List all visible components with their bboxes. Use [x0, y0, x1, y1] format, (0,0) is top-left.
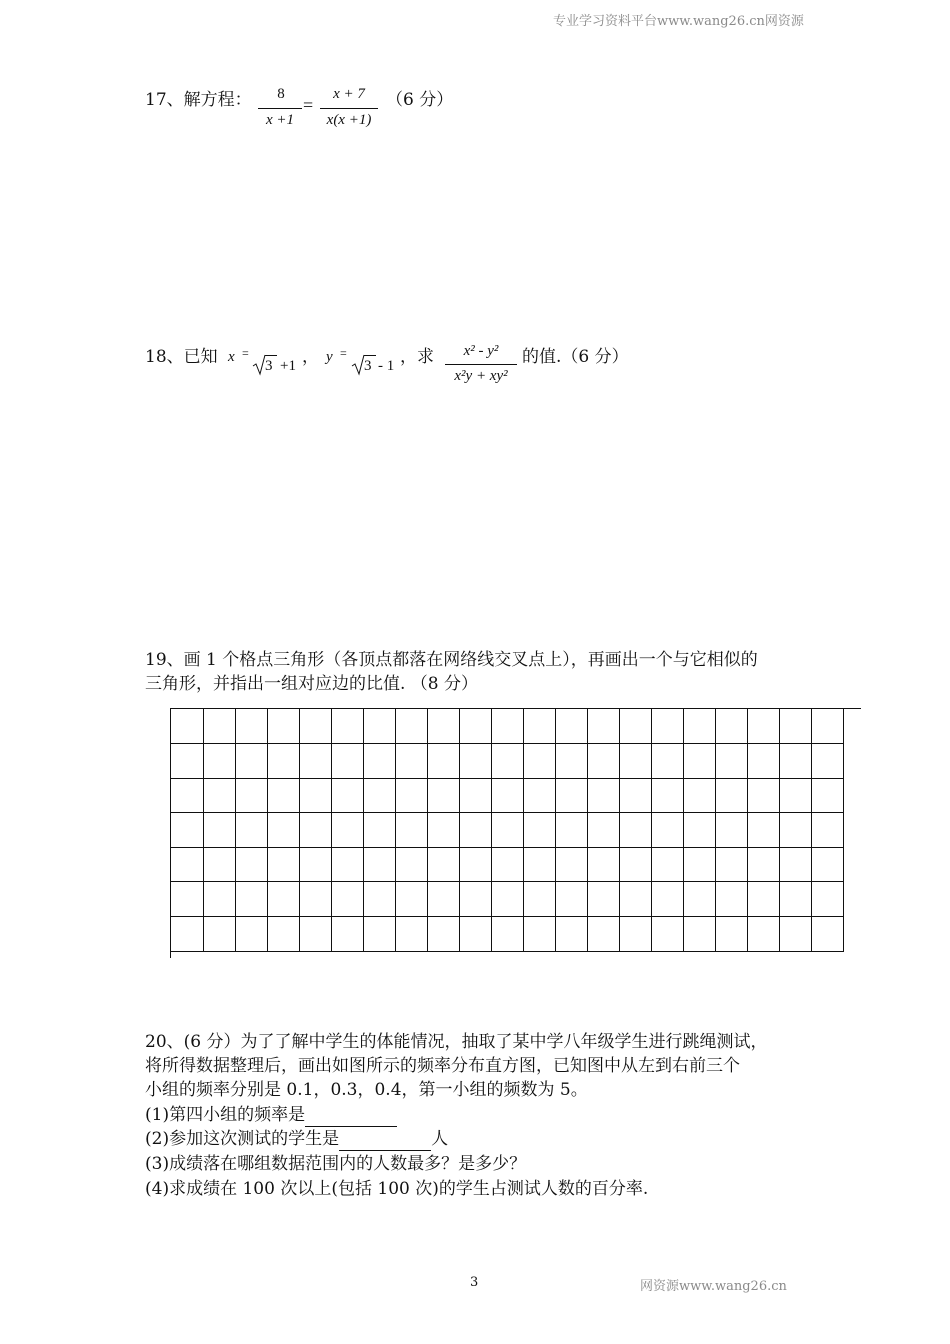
- grid-cell[interactable]: [267, 778, 299, 813]
- grid-cell[interactable]: [395, 882, 427, 917]
- grid-cell[interactable]: [203, 847, 235, 882]
- q18-sqrt2-bar: [364, 355, 376, 356]
- grid-cell[interactable]: [779, 813, 811, 848]
- grid-cell[interactable]: [683, 744, 715, 779]
- grid-cell[interactable]: [523, 778, 555, 813]
- grid-cell[interactable]: [235, 882, 267, 917]
- grid-cell[interactable]: [747, 709, 779, 744]
- grid-cell[interactable]: [683, 813, 715, 848]
- grid-cell[interactable]: [555, 882, 587, 917]
- grid-cell[interactable]: [619, 709, 651, 744]
- q17-equals: =: [303, 95, 314, 115]
- grid-cell[interactable]: [267, 917, 299, 952]
- grid-cell[interactable]: [747, 917, 779, 952]
- grid-cell[interactable]: [203, 778, 235, 813]
- grid-cell[interactable]: [811, 709, 843, 744]
- q18-eq2: =: [340, 346, 347, 360]
- q17-frac2-numerator: x + 7: [333, 86, 365, 102]
- grid-cell[interactable]: [683, 778, 715, 813]
- grid-cell[interactable]: [203, 917, 235, 952]
- grid-cell[interactable]: [299, 709, 331, 744]
- grid-cell[interactable]: [235, 778, 267, 813]
- answer-blank[interactable]: [305, 1108, 397, 1127]
- grid-row: [171, 882, 843, 917]
- q18-comma2: ，求: [400, 347, 434, 367]
- q17-frac1-numerator: 8: [277, 86, 285, 102]
- grid-cell[interactable]: [363, 709, 395, 744]
- grid-cell[interactable]: [171, 882, 203, 917]
- sqrt-icon: [351, 354, 365, 376]
- grid-cell[interactable]: [683, 847, 715, 882]
- q20-sub-2-unit: 人: [431, 1129, 449, 1149]
- grid-cell[interactable]: [427, 744, 459, 779]
- grid-cell[interactable]: [619, 917, 651, 952]
- q18-fraction-bar: [445, 364, 517, 365]
- grid-cell[interactable]: [235, 709, 267, 744]
- grid-cell[interactable]: [555, 813, 587, 848]
- q18-y-var: y: [326, 349, 333, 365]
- grid-cell[interactable]: [171, 813, 203, 848]
- grid-cell[interactable]: [363, 847, 395, 882]
- grid-cell[interactable]: [651, 917, 683, 952]
- grid-cell[interactable]: [747, 882, 779, 917]
- q18-x-var: x: [228, 349, 235, 365]
- grid-cell[interactable]: [811, 778, 843, 813]
- grid-cell[interactable]: [555, 917, 587, 952]
- grid-cell[interactable]: [363, 813, 395, 848]
- q18-label: 18、已知: [145, 347, 218, 367]
- grid-cell[interactable]: [651, 847, 683, 882]
- q18-comma1: ，: [302, 347, 319, 367]
- q17-frac1-bar: [258, 108, 302, 109]
- grid-cell[interactable]: [427, 709, 459, 744]
- q18-numerator: x² - y²: [463, 343, 499, 359]
- lattice-grid-table: [171, 709, 844, 952]
- q20-sub-4: (4)求成绩在 100 次以上(包括 100 次)的学生占测试人数的百分率.: [145, 1179, 649, 1199]
- q18-eq1: =: [242, 346, 249, 360]
- q20-sub-2: [145, 1127, 448, 1151]
- grid-cell[interactable]: [523, 847, 555, 882]
- q19-line-2: 三角形，并指出一组对应边的比值. （8 分）: [145, 674, 479, 694]
- grid-cell[interactable]: [395, 778, 427, 813]
- grid-cell[interactable]: [491, 709, 523, 744]
- grid-cell[interactable]: [491, 778, 523, 813]
- grid-cell[interactable]: [363, 778, 395, 813]
- grid-cell[interactable]: [331, 847, 363, 882]
- grid-cell[interactable]: [267, 709, 299, 744]
- q20-sub-2-text: (2)参加这次测试的学生是: [145, 1129, 340, 1149]
- grid-cell[interactable]: [427, 778, 459, 813]
- grid-cell[interactable]: [395, 917, 427, 952]
- q18-tail: 的值.（6 分）: [522, 347, 629, 367]
- grid-cell[interactable]: [747, 778, 779, 813]
- answer-blank[interactable]: [339, 1132, 431, 1151]
- q18-denominator: x²y + xy²: [454, 368, 508, 384]
- grid-cell[interactable]: [587, 778, 619, 813]
- q20-line-3: 小组的频率分别是 0.1，0.3，0.4，第一小组的频数为 5。: [145, 1080, 588, 1100]
- grid-cell[interactable]: [331, 744, 363, 779]
- grid-cell[interactable]: [651, 813, 683, 848]
- grid-cell[interactable]: [651, 744, 683, 779]
- grid-cell[interactable]: [619, 882, 651, 917]
- grid-cell[interactable]: [299, 847, 331, 882]
- grid-cell[interactable]: [587, 709, 619, 744]
- page-number: 3: [470, 1275, 479, 1290]
- q18-sqrt1-bar: [265, 355, 277, 356]
- grid-cell[interactable]: [523, 744, 555, 779]
- grid-cell[interactable]: [619, 847, 651, 882]
- grid-cell[interactable]: [715, 709, 747, 744]
- grid-cell[interactable]: [747, 744, 779, 779]
- grid-cell[interactable]: [651, 778, 683, 813]
- grid-cell[interactable]: [299, 778, 331, 813]
- grid-cell[interactable]: [811, 882, 843, 917]
- grid-cell[interactable]: [491, 813, 523, 848]
- grid-cell[interactable]: [523, 882, 555, 917]
- grid-cell[interactable]: [683, 882, 715, 917]
- grid-cell[interactable]: [811, 813, 843, 848]
- grid-cell[interactable]: [747, 813, 779, 848]
- grid-cell[interactable]: [459, 813, 491, 848]
- grid-cell[interactable]: [395, 709, 427, 744]
- header-watermark: 专业学习资料平台www.wang26.cn网资源: [553, 14, 804, 29]
- grid-cell[interactable]: [651, 709, 683, 744]
- grid-cell[interactable]: [619, 744, 651, 779]
- grid-cell[interactable]: [555, 709, 587, 744]
- grid-cell[interactable]: [715, 813, 747, 848]
- q20-line-1: 20、(6 分）为了了解中学生的体能情况，抽取了某中学八年级学生进行跳绳测试，: [145, 1032, 768, 1052]
- grid-cell[interactable]: [171, 847, 203, 882]
- grid-cell[interactable]: [459, 778, 491, 813]
- q19-line-1: 19、画 1 个格点三角形（各顶点都落在网络线交叉点上），再画出一个与它相似的: [145, 650, 758, 670]
- grid-cell[interactable]: [427, 882, 459, 917]
- grid-cell[interactable]: [331, 917, 363, 952]
- grid-cell[interactable]: [427, 813, 459, 848]
- grid-cell[interactable]: [491, 882, 523, 917]
- grid-cell[interactable]: [299, 882, 331, 917]
- grid-cell[interactable]: [779, 847, 811, 882]
- q20-line-2: 将所得数据整理后，画出如图所示的频率分布直方图，已知图中从左到右前三个: [145, 1056, 740, 1076]
- q17-frac2-bar: [320, 108, 378, 109]
- grid-cell[interactable]: [715, 744, 747, 779]
- grid-cell[interactable]: [203, 882, 235, 917]
- grid-cell[interactable]: [779, 778, 811, 813]
- grid-cell[interactable]: [299, 744, 331, 779]
- grid-cell[interactable]: [491, 744, 523, 779]
- grid-cell[interactable]: [459, 744, 491, 779]
- grid-cell[interactable]: [395, 813, 427, 848]
- grid-cell[interactable]: [427, 917, 459, 952]
- q17-label: 17、解方程：: [145, 90, 252, 110]
- grid-cell[interactable]: [363, 882, 395, 917]
- grid-cell[interactable]: [171, 778, 203, 813]
- grid-row: [171, 847, 843, 882]
- grid-cell[interactable]: [651, 882, 683, 917]
- grid-cell[interactable]: [331, 882, 363, 917]
- grid-cell[interactable]: [363, 744, 395, 779]
- q20-sub-3: (3)成绩落在哪组数据范围内的人数最多？是多少？: [145, 1154, 527, 1174]
- q17-frac1-denominator: x +1: [265, 112, 295, 128]
- grid-cell[interactable]: [619, 813, 651, 848]
- grid-row: [171, 917, 843, 952]
- grid-cell[interactable]: [171, 917, 203, 952]
- grid-cell[interactable]: [459, 917, 491, 952]
- grid-cell[interactable]: [171, 744, 203, 779]
- grid-cell[interactable]: [779, 917, 811, 952]
- grid-cell[interactable]: [811, 917, 843, 952]
- grid-cell[interactable]: [491, 847, 523, 882]
- grid-row: [171, 744, 843, 779]
- grid-row: [171, 709, 843, 744]
- q17-frac2-denominator: x(x +1): [326, 112, 372, 128]
- footer-watermark: 网资源www.wang26.cn: [640, 1279, 787, 1294]
- grid-cell[interactable]: [427, 847, 459, 882]
- q17-points: （6 分）: [386, 90, 454, 110]
- grid-cell[interactable]: [203, 744, 235, 779]
- grid-cell[interactable]: [587, 847, 619, 882]
- q20-sub-1: [145, 1103, 397, 1127]
- grid-cell[interactable]: [267, 882, 299, 917]
- grid-cell[interactable]: [683, 917, 715, 952]
- grid-cell[interactable]: [683, 709, 715, 744]
- q18-minus1: - 1: [378, 358, 395, 374]
- grid-cell[interactable]: [395, 744, 427, 779]
- grid-cell[interactable]: [235, 813, 267, 848]
- q18-sqrt2-value: 3: [364, 358, 372, 374]
- grid-cell[interactable]: [363, 917, 395, 952]
- grid-cell[interactable]: [235, 917, 267, 952]
- grid-cell[interactable]: [587, 882, 619, 917]
- grid-cell[interactable]: [619, 778, 651, 813]
- grid-cell[interactable]: [299, 813, 331, 848]
- grid-cell[interactable]: [459, 847, 491, 882]
- sqrt-icon: [252, 354, 266, 376]
- grid-cell[interactable]: [523, 917, 555, 952]
- q18-plus1: +1: [280, 358, 296, 374]
- grid-row: [171, 778, 843, 813]
- grid-cell[interactable]: [171, 709, 203, 744]
- grid-cell[interactable]: [779, 709, 811, 744]
- grid-row: [171, 813, 843, 848]
- grid-cell[interactable]: [267, 744, 299, 779]
- grid-cell[interactable]: [331, 813, 363, 848]
- grid-cell[interactable]: [747, 847, 779, 882]
- grid-cell[interactable]: [811, 744, 843, 779]
- grid-cell[interactable]: [811, 847, 843, 882]
- grid-cell[interactable]: [299, 917, 331, 952]
- q18-sqrt1-value: 3: [265, 358, 273, 374]
- grid-cell[interactable]: [715, 882, 747, 917]
- grid-cell[interactable]: [715, 917, 747, 952]
- grid-cell[interactable]: [491, 917, 523, 952]
- grid-cell[interactable]: [235, 744, 267, 779]
- grid-cell[interactable]: [715, 847, 747, 882]
- grid-cell[interactable]: [459, 709, 491, 744]
- grid-cell[interactable]: [203, 813, 235, 848]
- grid-cell[interactable]: [235, 847, 267, 882]
- grid-cell[interactable]: [267, 813, 299, 848]
- grid-cell[interactable]: [555, 744, 587, 779]
- grid-cell[interactable]: [267, 847, 299, 882]
- grid-cell[interactable]: [587, 813, 619, 848]
- grid-cell[interactable]: [523, 813, 555, 848]
- grid-cell[interactable]: [779, 882, 811, 917]
- grid-cell[interactable]: [555, 847, 587, 882]
- grid-cell[interactable]: [587, 744, 619, 779]
- grid-cell[interactable]: [555, 778, 587, 813]
- grid-cell[interactable]: [203, 709, 235, 744]
- grid-cell[interactable]: [331, 709, 363, 744]
- grid-cell[interactable]: [587, 917, 619, 952]
- grid-cell[interactable]: [331, 778, 363, 813]
- grid-cell[interactable]: [715, 778, 747, 813]
- grid-cell[interactable]: [523, 709, 555, 744]
- grid-cell[interactable]: [395, 847, 427, 882]
- q20-sub-1-text: (1)第四小组的频率是: [145, 1105, 306, 1125]
- grid-cell[interactable]: [779, 744, 811, 779]
- lattice-grid[interactable]: [170, 708, 861, 958]
- grid-cell[interactable]: [459, 882, 491, 917]
